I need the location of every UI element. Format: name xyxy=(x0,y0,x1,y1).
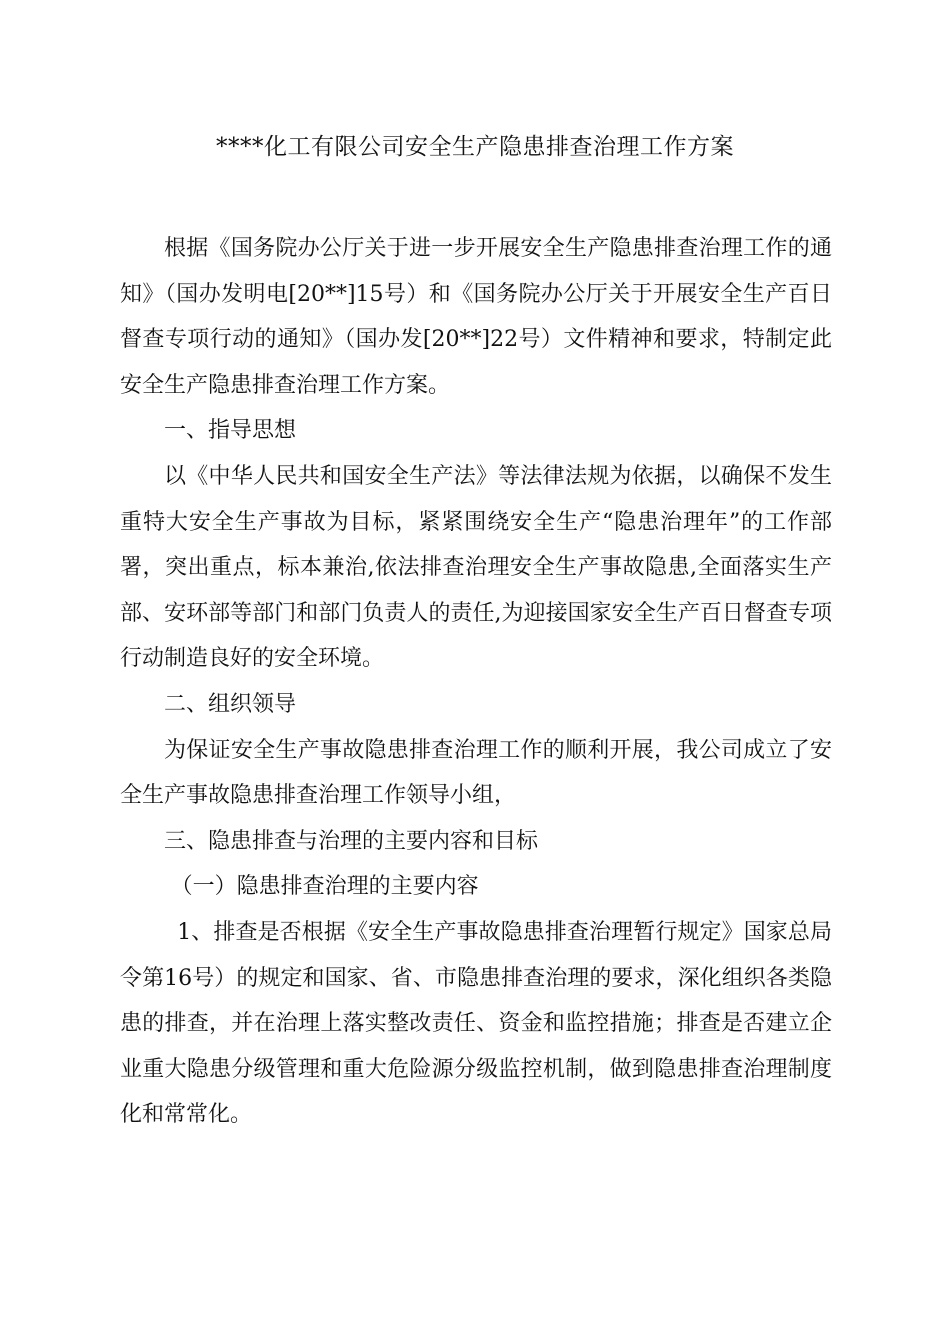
section-heading-guiding-ideology: 一、指导思想 xyxy=(164,418,297,444)
section-heading-organization: 二、组织领导 xyxy=(164,691,297,717)
intro-paragraph: 根据《国务院办公厅关于进一步开展安全生产隐患排查治理工作的通知》（国办发明电[20**]15号）和《国务院办公厅关于开展安全生产百日督查专项行动的通知》（国办发[20**]22号）文件精神和要求，特制定此安全生产隐患排查治理工作方案。 xyxy=(120,236,832,398)
item-paragraph-1: 1、排查是否根据《安全生产事故隐患排查治理暂行规定》国家总局令第16号）的规定和国家、省、市隐患排查治理的要求，深化组织各类隐患的排查，并在治理上落实整改责任、资金和监控措施；排查是否建立企业重大隐患分级管理和重大危险源分级监控机制，做到隐患排查治理制度化和常常化。 xyxy=(120,919,832,1128)
guiding-ideology-paragraph: 以《中华人民共和国安全生产法》等法律法规为依据，以确保不发生重特大安全生产事故为目标，紧紧围绕安全生产“隐患治理年”的工作部署，突出重点，标本兼治,依法排查治理安全生产事故隐患,全面落实生产部、安环部等部门和部门负责人的责任,为迎接国家安全生产百日督查专项行动制造良好的安全环境。 xyxy=(120,463,832,672)
document-title: ****化工有限公司安全生产隐患排查治理工作方案 xyxy=(216,134,734,160)
document-body xyxy=(120,226,832,1138)
organization-paragraph: 为保证安全生产事故隐患排查治理工作的顺利开展，我公司成立了安全生产事故隐患排查治理工作领导小组， xyxy=(120,737,832,809)
subsection-heading-main-content: （一）隐患排查治理的主要内容 xyxy=(170,874,479,900)
section-heading-content-and-goals: 三、隐患排查与治理的主要内容和目标 xyxy=(164,828,539,854)
